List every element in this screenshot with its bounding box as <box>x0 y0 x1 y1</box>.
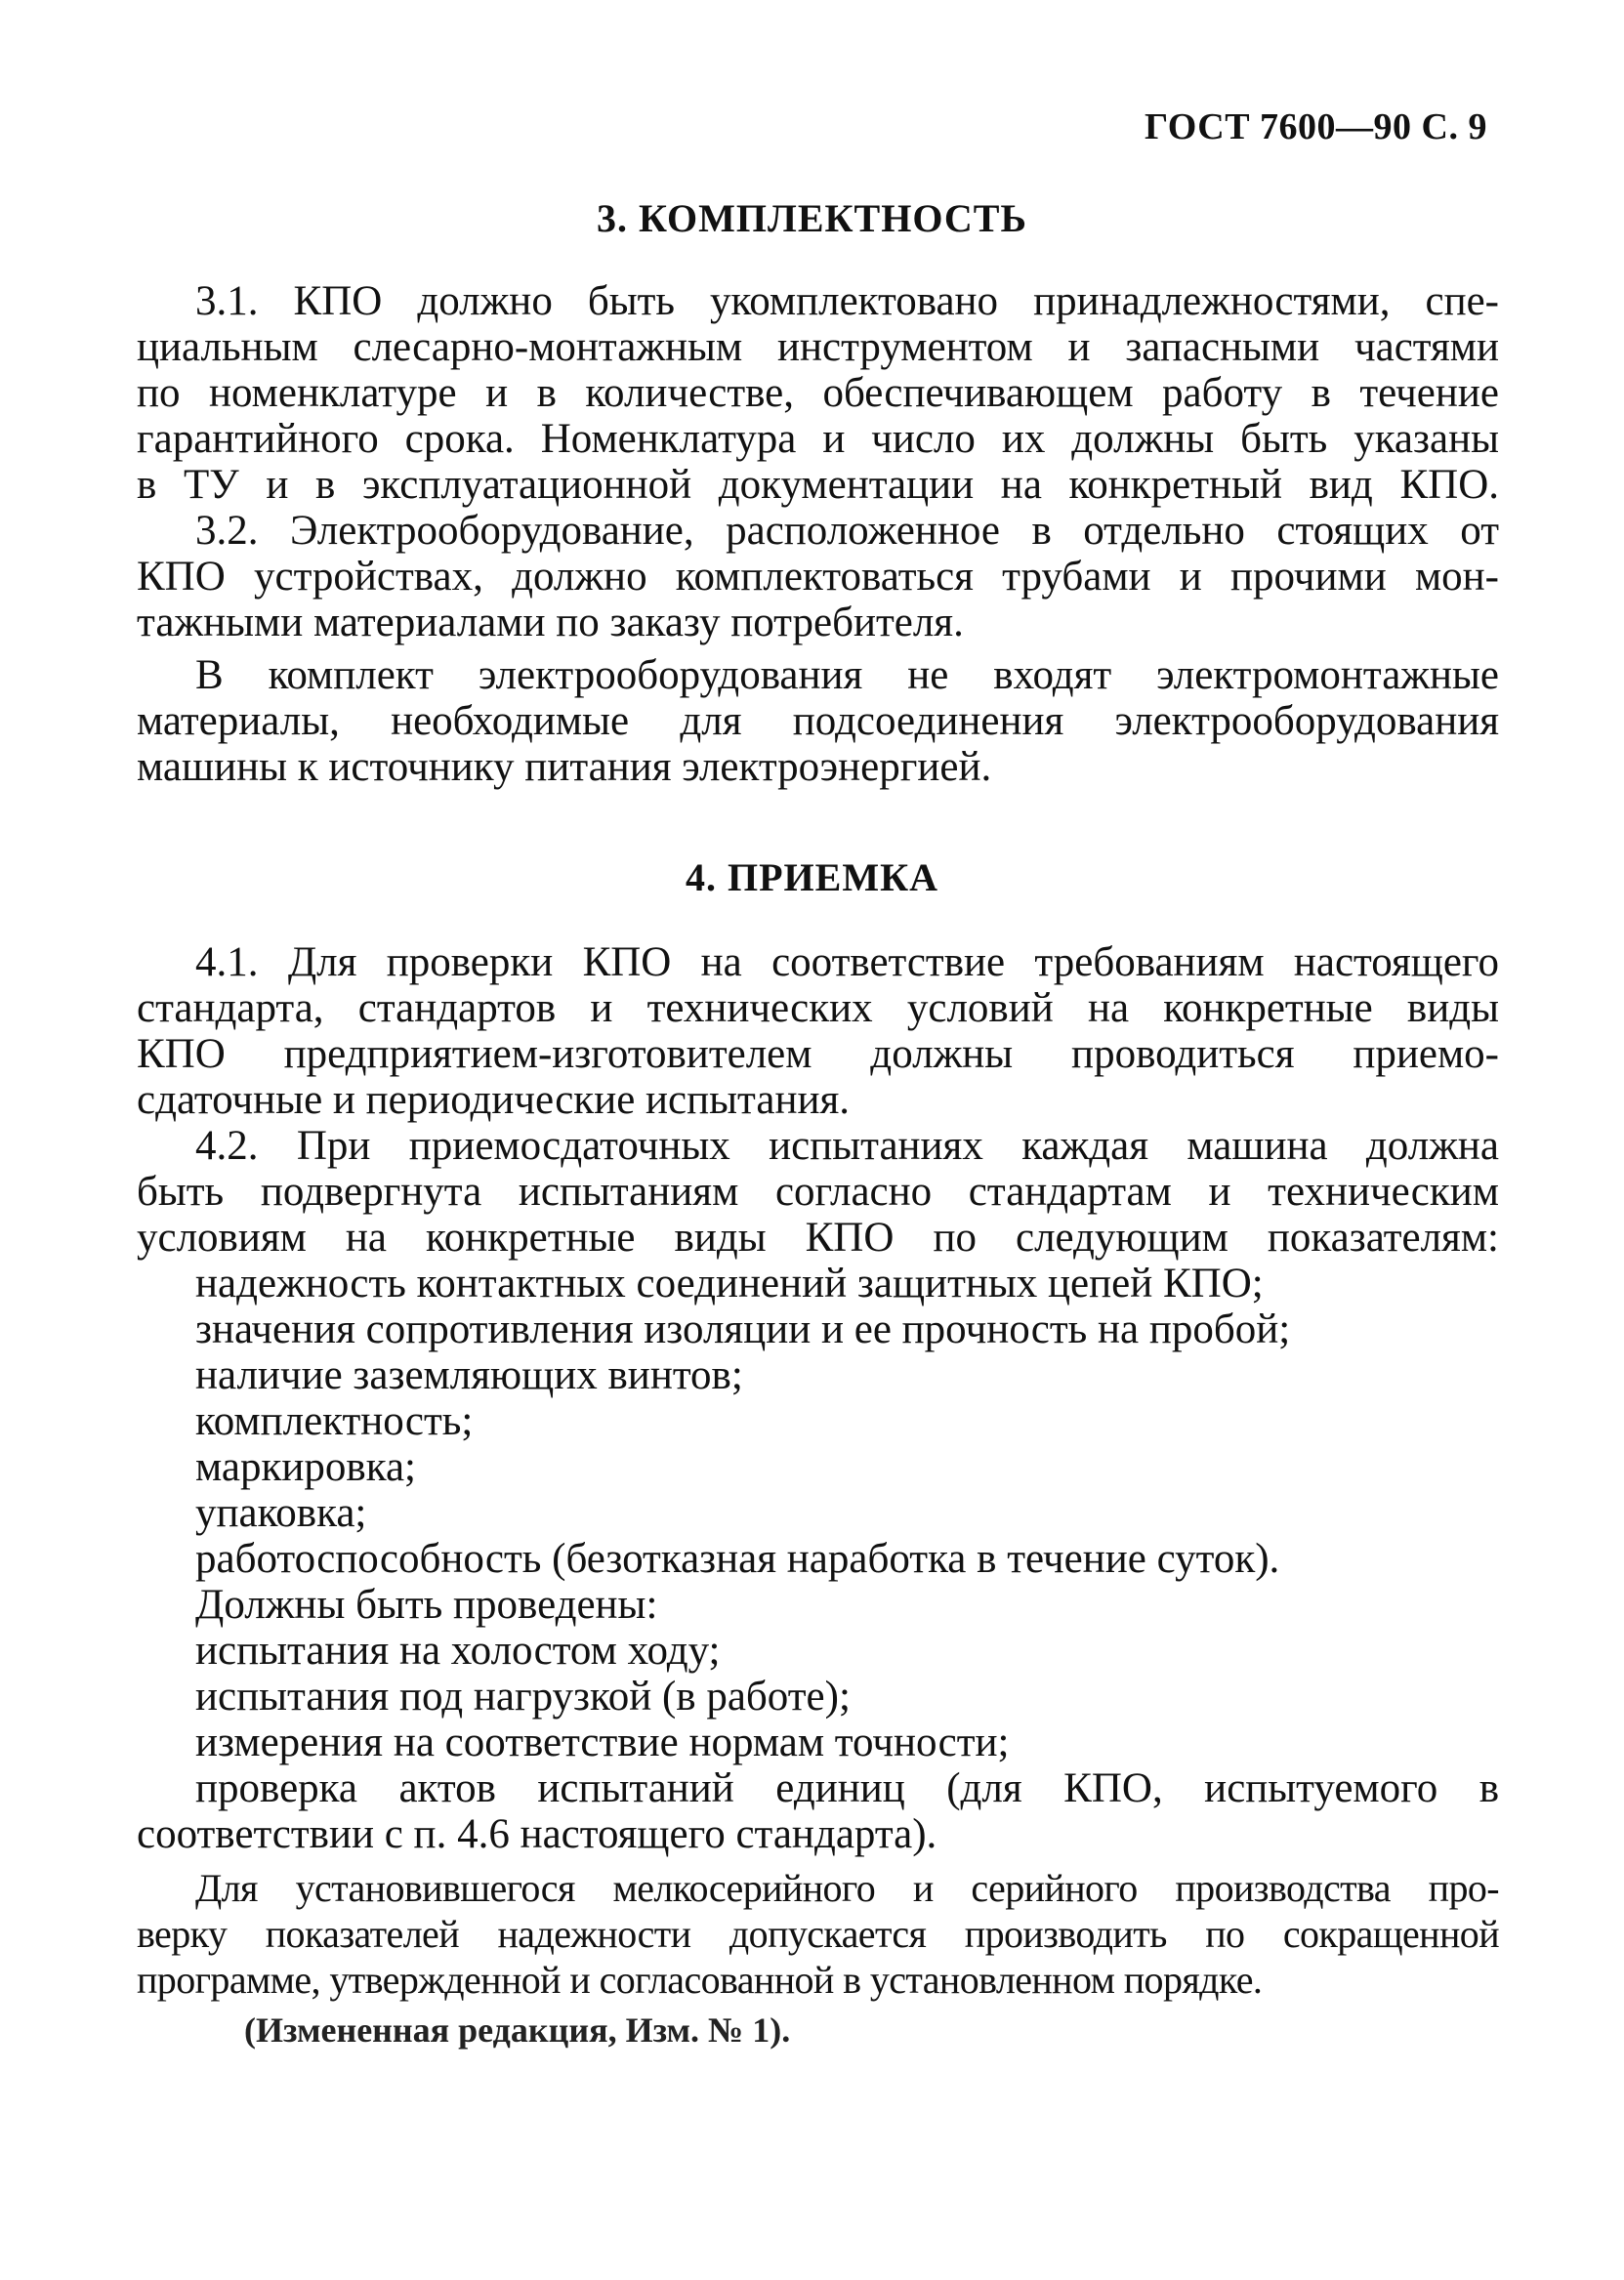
paragraph-line: сдаточные и периодические испытания. <box>137 1077 850 1123</box>
amendment-note: (Измененная редакция, Изм. № 1). <box>244 2011 791 2050</box>
list-item: испытания на холостом ходу; <box>195 1628 721 1674</box>
paragraph-line: в ТУ и в эксплуатационной документации на конкретный вид КПО. <box>137 462 1499 508</box>
list-item: работоспособность (безотказная наработка в течение суток). <box>195 1536 1280 1582</box>
paragraph-line: 3.1. КПО должно быть укомплектовано принадлежностями, спе- <box>195 278 1499 324</box>
paragraph-line: Для установившегося мелкосерийного и серийного производства про- <box>195 1866 1499 1910</box>
paragraph-line: быть подвергнута испытаниям согласно стандартам и техническим <box>137 1169 1499 1215</box>
list-item: Должны быть проведены: <box>195 1582 658 1628</box>
paragraph-line: машины к источнику питания электроэнергией. <box>137 744 992 790</box>
paragraph-line: 3.2. Электрооборудование, расположенное в отдельно стоящих от <box>195 508 1499 554</box>
list-item: надежность контактных соединений защитных цепей КПО; <box>195 1261 1264 1306</box>
list-item: комплектность; <box>195 1398 474 1444</box>
paragraph-line: стандарта, стандартов и технических условий на конкретные виды <box>137 985 1499 1031</box>
paragraph-line: условиям на конкретные виды КПО по следующим показателям: <box>137 1215 1499 1261</box>
list-item: наличие заземляющих винтов; <box>195 1352 743 1398</box>
paragraph-line: В комплект электрооборудования не входят электромонтажные <box>195 652 1499 698</box>
page-header: ГОСТ 7600—90 С. 9 <box>1145 106 1487 147</box>
paragraph-line: КПО предприятием-изготовителем должны проводиться приемо- <box>137 1031 1499 1077</box>
paragraph-line: по номенклатуре и в количестве, обеспечивающем работу в течение <box>137 370 1499 416</box>
paragraph-line: КПО устройствах, должно комплектоваться трубами и прочими мон- <box>137 554 1499 600</box>
list-item: соответствии с п. 4.6 настоящего стандарта). <box>137 1811 937 1857</box>
paragraph-line: 4.1. Для проверки КПО на соответствие требованиям настоящего <box>195 939 1499 985</box>
paragraph-line: 4.2. При приемосдаточных испытаниях каждая машина должна <box>195 1123 1499 1169</box>
list-item: маркировка; <box>195 1444 416 1490</box>
list-item: проверка актов испытаний единиц (для КПО, испытуемого в <box>195 1765 1499 1811</box>
paragraph-line: программе, утвержденной и согласованной в установленном порядке. <box>137 1958 1263 2002</box>
list-item: значения сопротивления изоляции и ее прочность на пробой; <box>195 1306 1291 1352</box>
paragraph-line: тажными материалами по заказу потребителя. <box>137 600 964 645</box>
section-3-title: 3. КОМПЛЕКТНОСТЬ <box>597 196 1027 240</box>
paragraph-line: материалы, необходимые для подсоединения электрооборудования <box>137 698 1499 744</box>
section-4-title: 4. ПРИЕМКА <box>686 855 938 899</box>
list-item: измерения на соответствие нормам точности; <box>195 1720 1010 1765</box>
paragraph-line: гарантийного срока. Номенклатура и число их должны быть указаны <box>137 416 1499 462</box>
paragraph-line: циальным слесарно-монтажным инструментом и запасными частями <box>137 324 1499 370</box>
paragraph-line: верку показателей надежности допускается производить по сокращенной <box>137 1912 1499 1956</box>
list-item: упаковка; <box>195 1490 367 1536</box>
list-item: испытания под нагрузкой (в работе); <box>195 1674 851 1720</box>
